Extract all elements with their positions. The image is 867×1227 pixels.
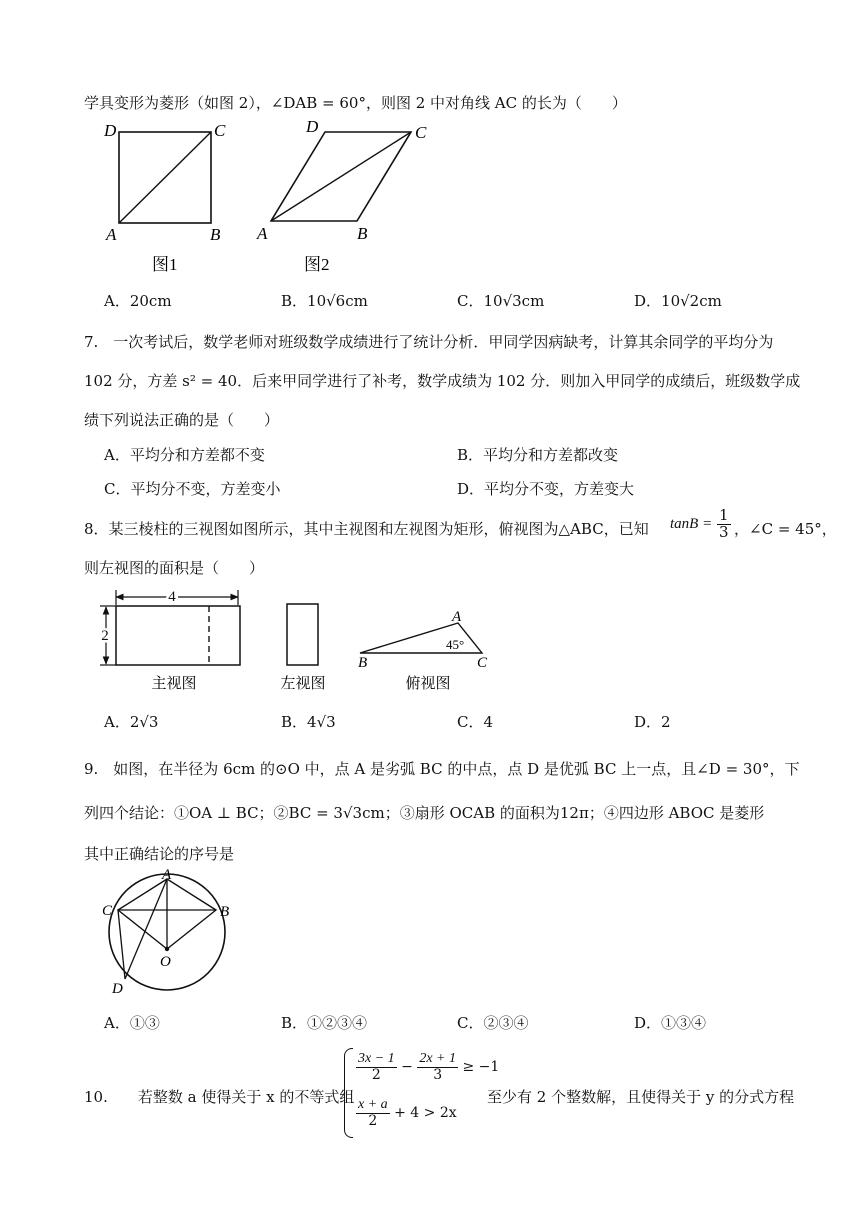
q10-ineq1-den2: 3	[433, 1066, 443, 1083]
q8-option-c[interactable]: C．4	[457, 713, 494, 731]
q7-line-3: 绩下列说法正确的是（ ）	[84, 411, 280, 429]
q7-line-2: 102 分，方差 s² = 40．后来甲同学进行了补考，数学成绩为 102 分．则加入甲同学的成绩后，班级数学成	[84, 372, 801, 390]
q9-line-1: 9. 如图，在半径为 6cm 的⊙O 中，点 A 是劣弧 BC 的中点，点 D 是优弧 BC 上一点，且∠D = 30°，下	[84, 760, 800, 778]
tri-angle-label: 45°	[446, 637, 465, 652]
q6-option-a[interactable]: A．20cm	[104, 292, 172, 310]
q9-option-a[interactable]: A．①③	[104, 1014, 160, 1032]
q10-ineq2-num: x + a	[358, 1097, 388, 1112]
q8-tan-label: tanB =	[670, 515, 713, 532]
fig1-label-c: C	[214, 121, 226, 140]
q9-option-b[interactable]: B．①②③④	[281, 1014, 368, 1032]
q8-three-views	[96, 586, 496, 696]
q7-option-c[interactable]: C．平均分不变，方差变小	[104, 480, 281, 498]
q10-inequality-1	[356, 1052, 499, 1082]
fig2-label-a: A	[257, 224, 268, 243]
q9-label-d: D	[112, 981, 123, 997]
q8-line-1a: 8．某三棱柱的三视图如图所示，其中主视图和左视图为矩形，俯视图为△ABC，已知	[84, 520, 649, 538]
q10-ineq1-den1: 2	[371, 1066, 381, 1083]
tri-label-a: A	[452, 609, 462, 625]
q9-label-b: B	[220, 904, 230, 920]
q7-option-b[interactable]: B．平均分和方差都改变	[457, 446, 619, 464]
q8-option-d[interactable]: D．2	[634, 713, 671, 731]
q8-tan-denominator: 3	[718, 522, 729, 541]
fig2-label-c: C	[415, 123, 427, 142]
fig2-label-b: B	[357, 224, 368, 243]
q8-option-b[interactable]: B．4√3	[281, 713, 336, 731]
front-view-caption: 主视图	[151, 676, 197, 692]
q9-line-3: 其中正确结论的序号是	[84, 845, 235, 863]
q10-ineq2-frac	[356, 1098, 390, 1128]
fig1-square	[103, 121, 226, 274]
q9-label-c: C	[102, 903, 113, 919]
fig2-caption: 图2	[304, 255, 330, 274]
q10-brace	[344, 1048, 353, 1138]
q9-label-o: O	[160, 954, 171, 970]
q7-option-a[interactable]: A．平均分和方差都不变	[104, 446, 265, 464]
q10-ineq1-num2: 2x + 1	[419, 1051, 456, 1066]
q7-option-d[interactable]: D．平均分不变，方差变大	[457, 480, 635, 498]
fig1-label-d: D	[104, 121, 117, 140]
fig1-label-b: B	[210, 225, 221, 244]
q10-text-b: 至少有 2 个整数解，且使得关于 y 的分式方程	[487, 1088, 795, 1106]
front-height-label: 2	[101, 628, 109, 644]
q10-ineq1-rhs: ≥ −1	[462, 1059, 500, 1076]
q9-line-2: 列四个结论：①OA ⊥ BC；②BC = 3√3cm；③扇形 OCAB 的面积为12π；④四边形 ABOC 是菱形	[84, 804, 765, 822]
fig1-label-a: A	[106, 225, 117, 244]
q9-circle-figure	[96, 862, 246, 1002]
q10-ineq1-op: −	[401, 1059, 413, 1076]
top-view-caption: 俯视图	[405, 676, 451, 692]
q9-option-c[interactable]: C．②③④	[457, 1014, 529, 1032]
q8-tan-fraction	[717, 508, 731, 541]
q10-ineq1-num1: 3x − 1	[358, 1051, 395, 1066]
tri-label-b: B	[358, 655, 368, 671]
q8-line-2: 则左视图的面积是（ ）	[84, 559, 265, 577]
fig1-caption: 图1	[152, 255, 178, 274]
q9-option-d[interactable]: D．①③④	[634, 1014, 707, 1032]
q10-text-a: 10. 若整数 a 使得关于 x 的不等式组	[84, 1088, 355, 1106]
q8-tan-numerator: 1	[718, 506, 729, 524]
q10-ineq1-frac1	[356, 1052, 397, 1082]
q8-tan-expression	[670, 508, 731, 541]
q6-option-b[interactable]: B．10√6cm	[281, 292, 368, 310]
q8-line-1b: ，∠C = 45°，	[734, 520, 837, 538]
q10-ineq2-rhs: + 4 > 2x	[394, 1105, 457, 1122]
fig2-rhombus	[256, 117, 427, 274]
fig2-label-d: D	[306, 117, 319, 136]
left-view	[280, 604, 325, 692]
q10-ineq1-frac2	[417, 1052, 458, 1082]
top-view	[358, 609, 488, 692]
q9-label-a: A	[162, 867, 172, 883]
q8-option-a[interactable]: A．2√3	[104, 713, 159, 731]
q10-ineq2-den: 2	[368, 1112, 378, 1129]
q7-line-1: 7. 一次考试后，数学老师对班级数学成绩进行了统计分析．甲同学因病缺考，计算其余同学的平均分为	[84, 333, 774, 351]
q6-option-c[interactable]: C．10√3cm	[457, 292, 545, 310]
left-view-caption: 左视图	[280, 676, 326, 692]
q6-figures	[100, 112, 460, 282]
tri-label-c: C	[477, 655, 488, 671]
q6-intro-line: 学具变形为菱形（如图 2），∠DAB = 60°，则图 2 中对角线 AC 的长为（ ）	[84, 94, 627, 112]
front-view	[100, 589, 240, 692]
q10-inequality-2	[356, 1098, 457, 1128]
q6-option-d[interactable]: D．10√2cm	[634, 292, 722, 310]
front-width-label: 4	[168, 589, 176, 605]
